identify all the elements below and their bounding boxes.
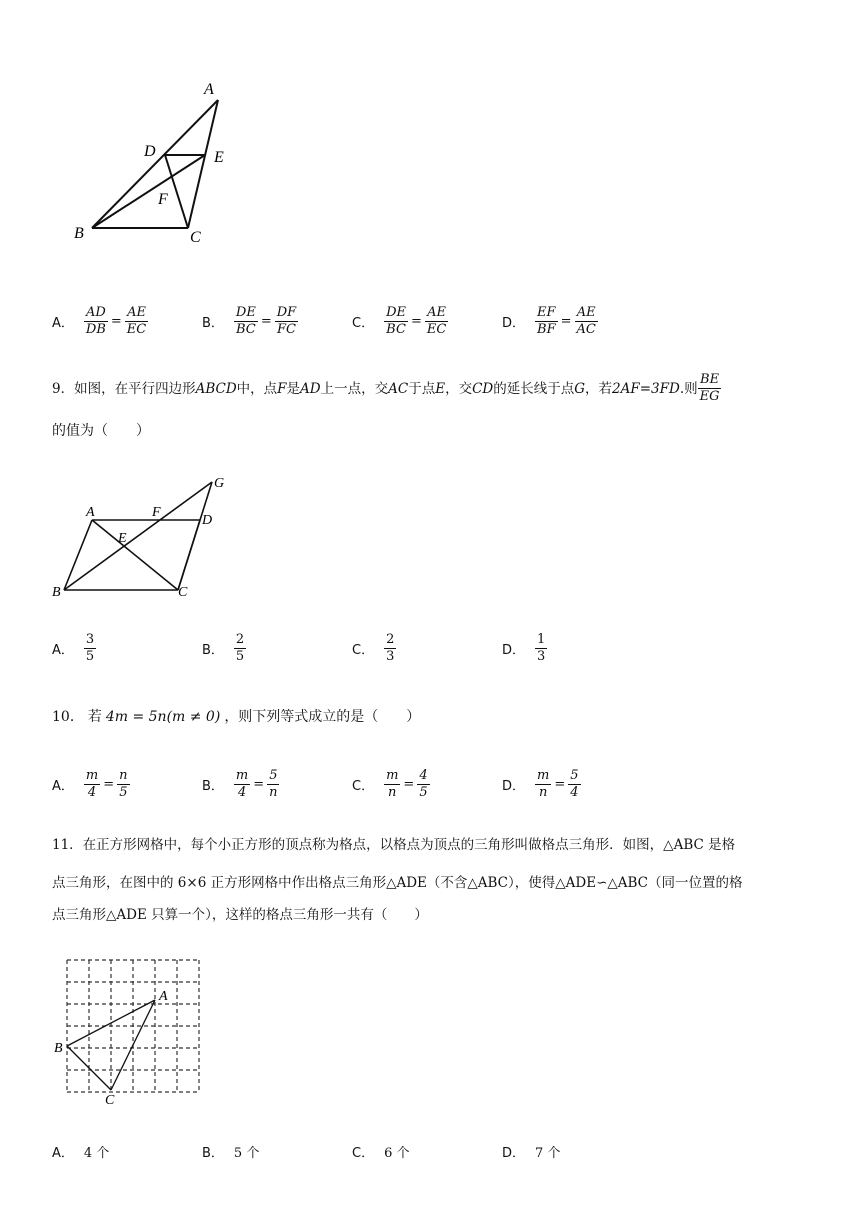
q11-option-c[interactable]: C． 6 个 — [352, 1146, 410, 1161]
q9-question-line1: 9． 如图，在平行四边形 ABCD 中，点 F 是 AD 上一点，交 AC 于点 E ，交 CD 的延长线于点 G ，若 2AF=3FD .则 $\frac{BE}{EG}$ — [52, 372, 720, 404]
q8-option-d[interactable]: D． $\frac{EF}{BF}$ = $\frac{AE}{AC}$ — [502, 305, 596, 337]
label-a: A — [204, 81, 214, 98]
q11-option-a[interactable]: A． 4 个 — [52, 1146, 110, 1161]
svg-text:E: E — [118, 531, 127, 546]
label-c: C — [190, 229, 201, 246]
q8-option-c[interactable]: C． $\frac{DE}{BC}$ = $\frac{AE}{EC}$ — [352, 305, 447, 337]
svg-text:A: A — [86, 505, 95, 520]
q9-fraction-be-eg: $\frac{BE}{EG}$ — [699, 372, 720, 404]
q10-option-c[interactable]: C． $\frac{m}{n}$ = $\frac{4}{5}$ — [352, 768, 428, 800]
figure-parallelogram — [50, 474, 240, 602]
q11-option-d[interactable]: D． 7 个 — [502, 1146, 561, 1161]
figure-grid-triangle — [52, 956, 204, 1108]
q10-option-d[interactable]: D． $\frac{m}{n}$ = $\frac{5}{4}$ — [502, 768, 579, 800]
svg-text:B: B — [52, 585, 61, 600]
svg-text:C: C — [178, 585, 188, 600]
label-d: D — [144, 143, 156, 160]
svg-text:B: B — [54, 1041, 63, 1056]
q9-option-b[interactable]: B． $\frac{2}{5}$ — [202, 632, 245, 664]
svg-text:G: G — [214, 476, 225, 491]
q10-option-a[interactable]: A． $\frac{m}{4}$ = $\frac{n}{5}$ — [52, 768, 128, 800]
q11-question-line1: 11．在正方形网格中，每个小正方形的顶点称为格点，以格点为顶点的三角形叫做格点三角形．如图，△ABC 是格 — [52, 837, 736, 853]
figure-triangle-def — [70, 76, 240, 246]
q9-option-d[interactable]: D． $\frac{1}{3}$ — [502, 632, 546, 664]
svg-text:F: F — [152, 505, 161, 520]
q11-question-line2: 点三角形，在图中的 6×6 正方形网格中作出格点三角形△ADE（不含△ABC），使得△ADE∽△ABC（同一位置的格 — [52, 875, 743, 891]
q10-option-b[interactable]: B． $\frac{m}{4}$ = $\frac{5}{n}$ — [202, 768, 278, 800]
q9-option-c[interactable]: C． $\frac{2}{3}$ — [352, 632, 395, 664]
segment-ab — [92, 100, 218, 228]
svg-text:C: C — [105, 1093, 115, 1108]
q9-option-a[interactable]: A． $\frac{3}{5}$ — [52, 632, 95, 664]
segment-be — [92, 155, 205, 228]
label-e: E — [214, 149, 224, 166]
label-f: F — [158, 191, 168, 208]
q11-option-b[interactable]: B． 5 个 — [202, 1146, 260, 1161]
q10-question: 10． 若 4m = 5n(m ≠ 0) ，则下列等式成立的是（ ） — [52, 709, 421, 725]
svg-text:D: D — [202, 513, 213, 528]
q8-option-b[interactable]: B． $\frac{DE}{BC}$ = $\frac{DF}{FC}$ — [202, 305, 297, 337]
q9-question-line2: 的值为（ ） — [52, 423, 150, 439]
q11-question-line3: 点三角形△ADE 只算一个），这样的格点三角形一共有（ ） — [52, 907, 428, 923]
label-b: B — [74, 225, 84, 242]
svg-text:A: A — [159, 989, 168, 1004]
q8-option-a[interactable]: A． $\frac{AD}{DB}$ = $\frac{AE}{EC}$ — [52, 305, 147, 337]
segment-dc — [165, 155, 188, 228]
